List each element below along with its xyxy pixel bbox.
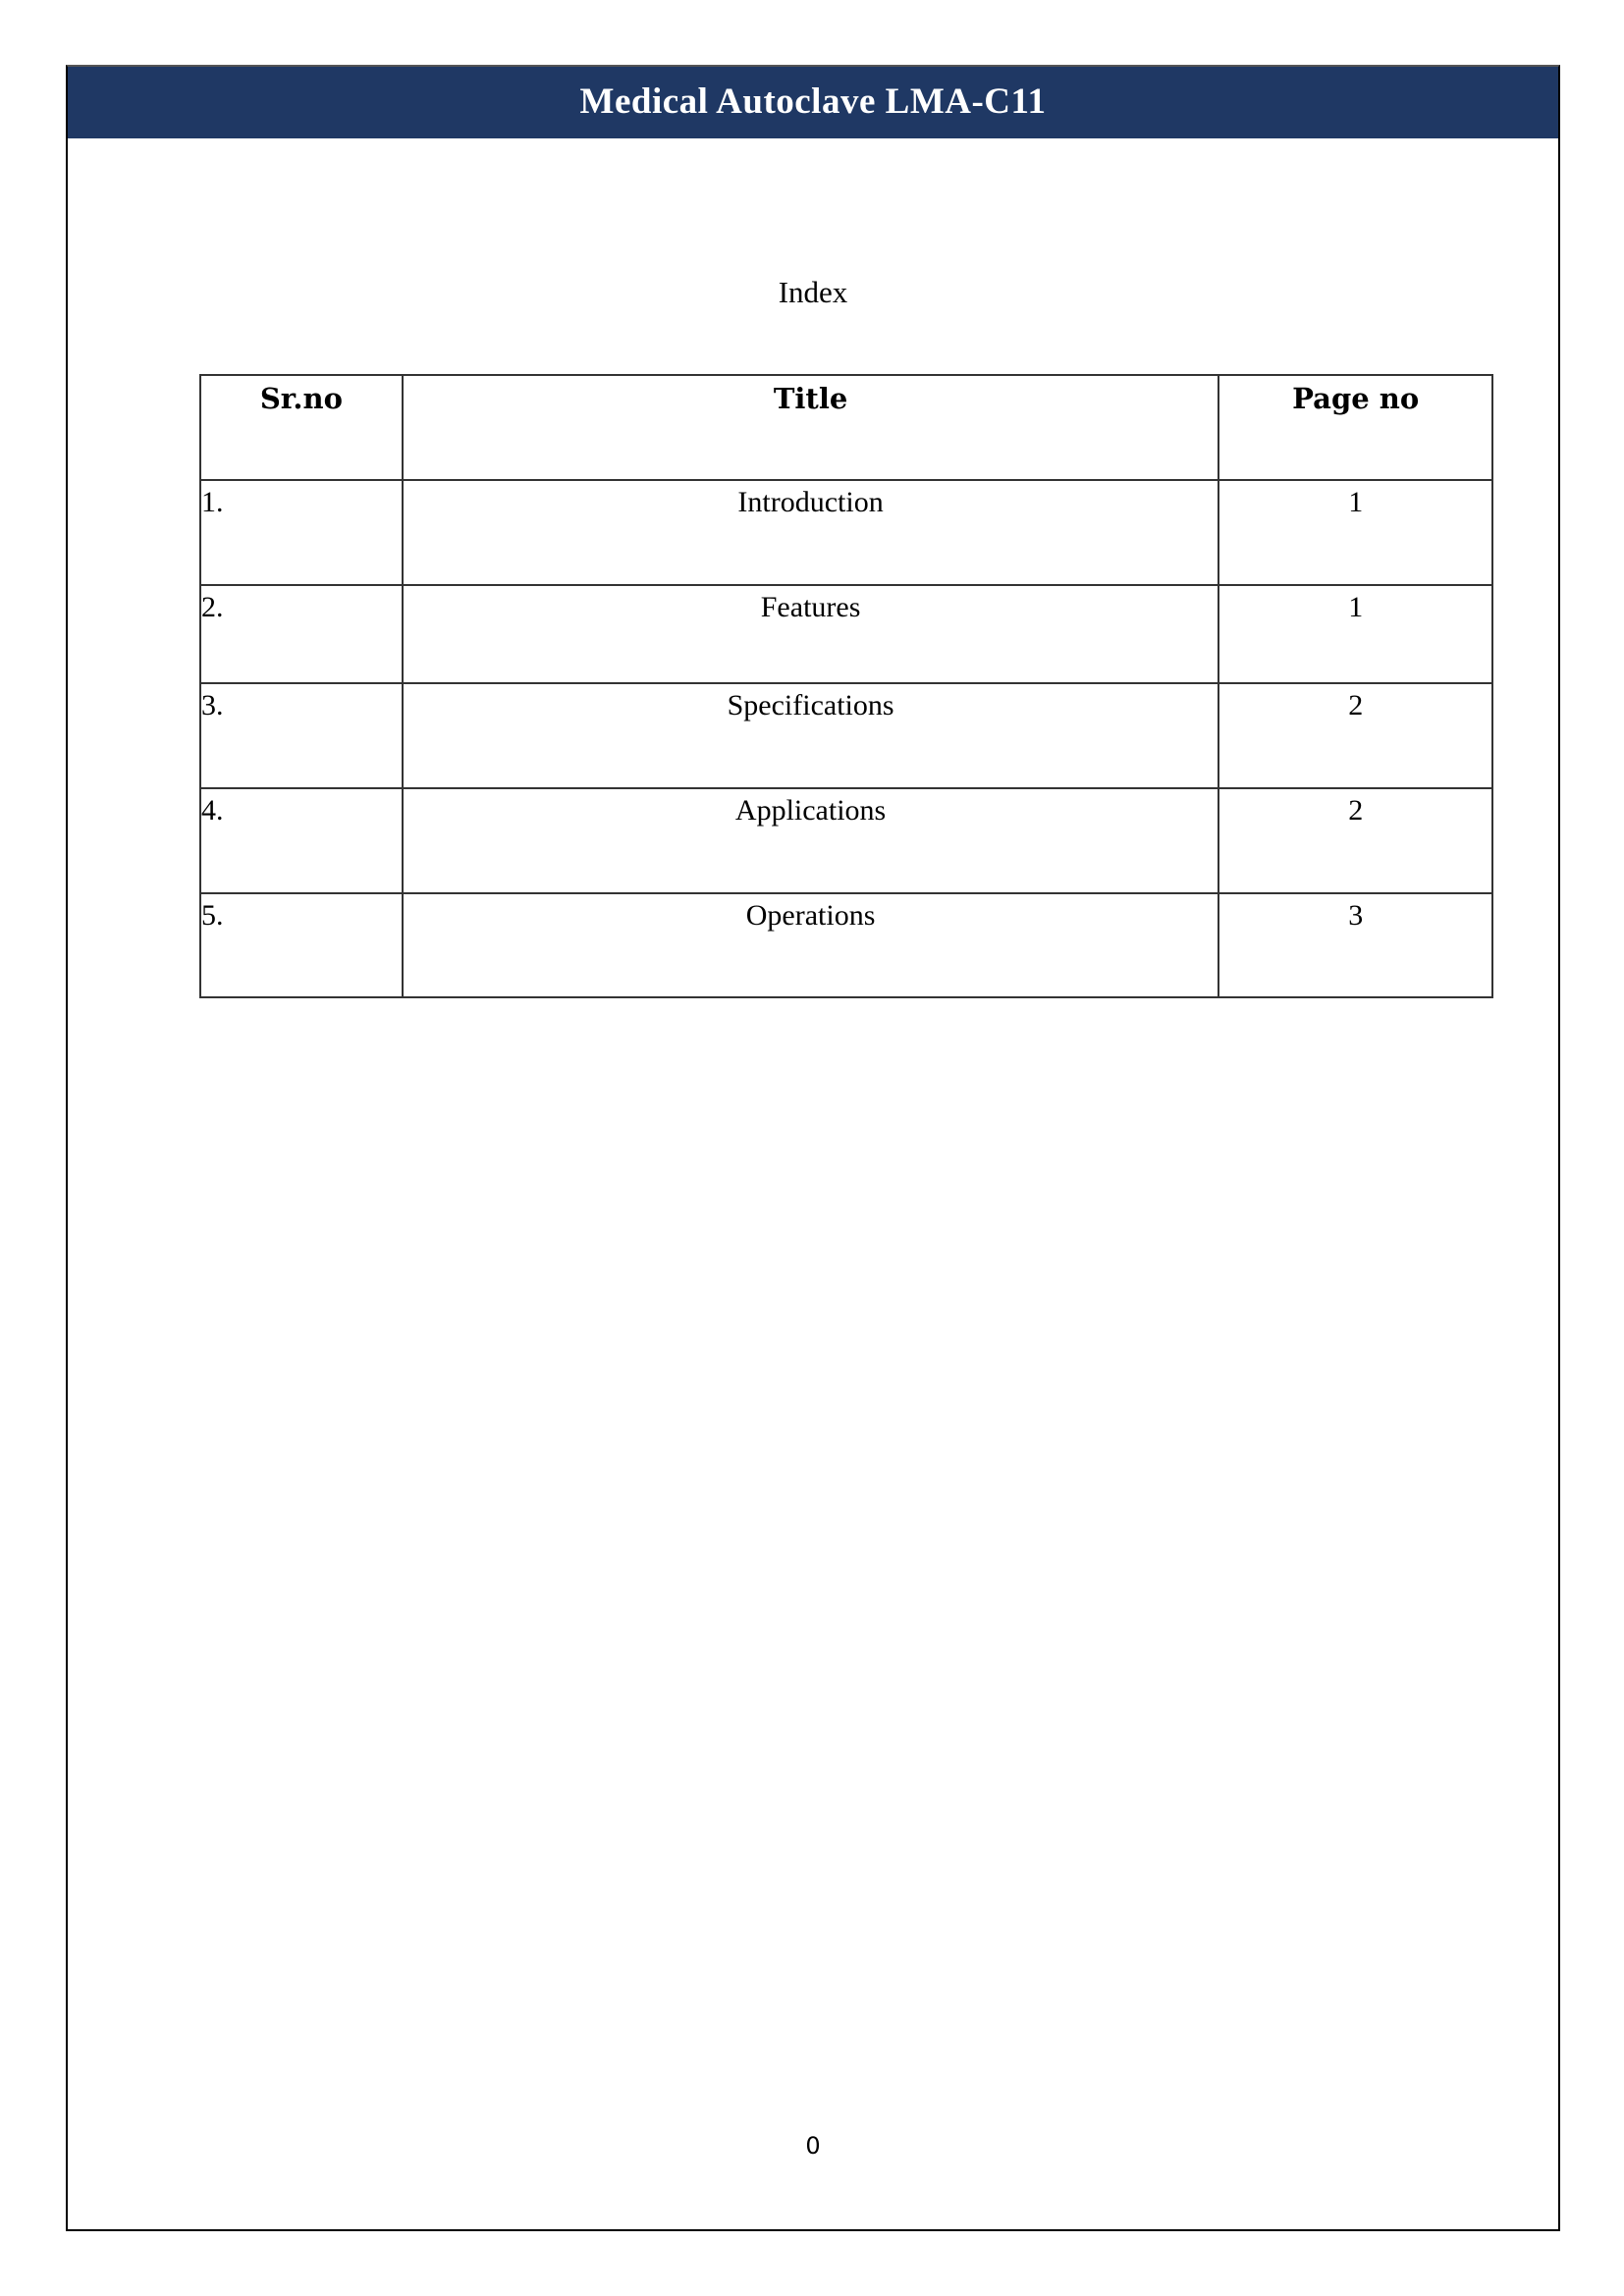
page-number: 0	[805, 2132, 821, 2160]
row-sr-no: 1.	[200, 480, 403, 585]
row-sr-no: 3.	[200, 683, 403, 788]
table-row	[200, 788, 1492, 893]
column-header-page-no: Page no	[1218, 375, 1492, 480]
row-title: Specifications	[403, 683, 1219, 788]
table-header-row	[200, 375, 1492, 480]
table-row	[200, 893, 1492, 997]
row-sr-no: 4.	[200, 788, 403, 893]
row-page-no: 2	[1218, 788, 1492, 893]
page-frame	[66, 65, 1560, 2231]
column-header-title: Title	[403, 375, 1219, 480]
row-title: Applications	[403, 788, 1219, 893]
table-row	[200, 683, 1492, 788]
row-title: Features	[403, 585, 1219, 683]
index-heading: Index	[778, 275, 848, 309]
row-page-no: 2	[1218, 683, 1492, 788]
index-table	[199, 374, 1493, 998]
row-sr-no: 5.	[200, 893, 403, 997]
header-banner	[68, 67, 1558, 138]
row-page-no: 1	[1218, 480, 1492, 585]
row-page-no: 1	[1218, 585, 1492, 683]
table-row	[200, 585, 1492, 683]
row-title: Operations	[403, 893, 1219, 997]
document-title: Medical Autoclave LMA-C11	[579, 81, 1047, 122]
table-row	[200, 480, 1492, 585]
row-sr-no: 2.	[200, 585, 403, 683]
column-header-sr-no: Sr.no	[200, 375, 403, 480]
row-title: Introduction	[403, 480, 1219, 585]
row-page-no: 3	[1218, 893, 1492, 997]
